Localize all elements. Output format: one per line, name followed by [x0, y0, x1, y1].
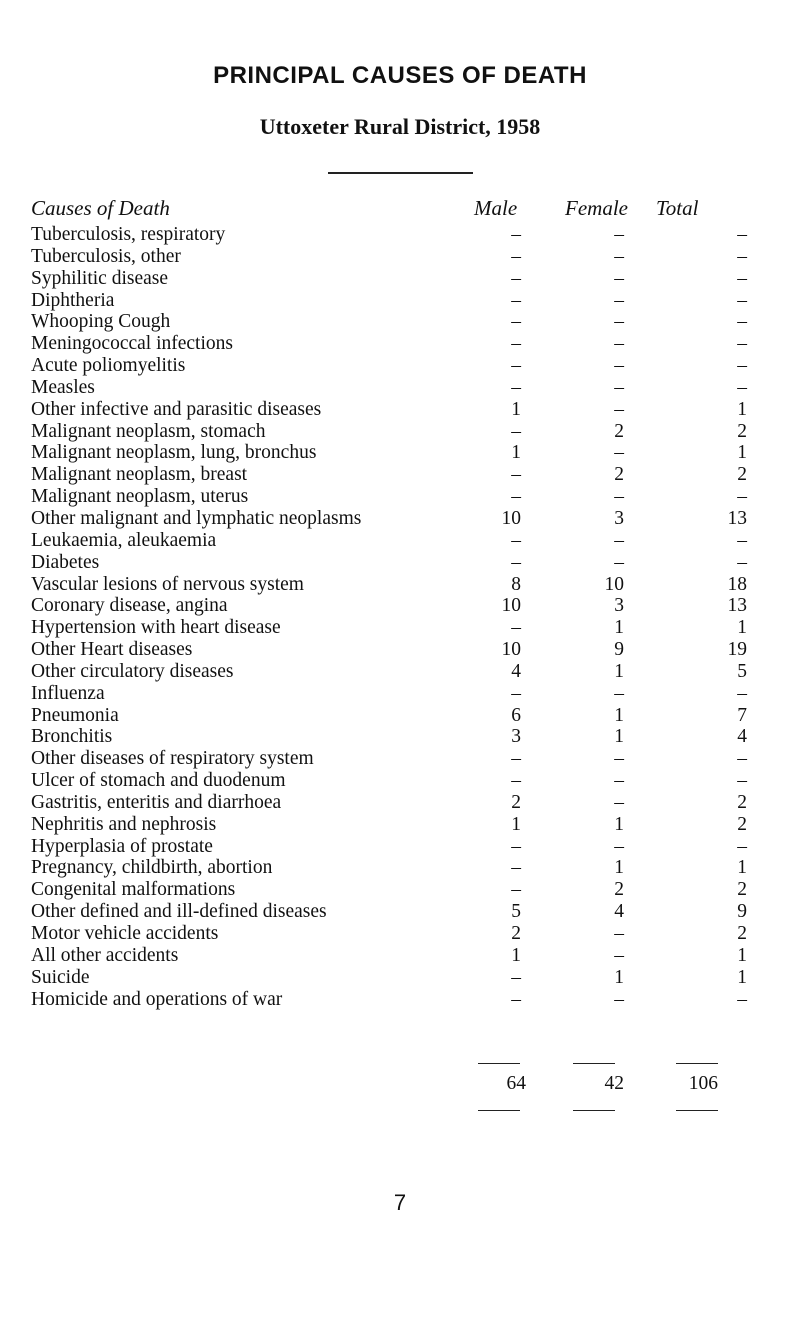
total-count: 4	[737, 726, 747, 748]
female-count: 2	[614, 420, 624, 442]
cause-label: Tuberculosis, other	[31, 246, 189, 268]
cause-label: Motor vehicle accidents	[31, 923, 226, 945]
total-count: 13	[727, 595, 747, 617]
table-row	[31, 945, 751, 967]
female-count: –	[614, 245, 624, 267]
causes-table	[31, 224, 751, 1010]
male-count: –	[511, 682, 521, 704]
total-count: –	[737, 770, 747, 792]
table-row	[31, 792, 751, 814]
table-row	[31, 836, 751, 858]
female-count: –	[614, 355, 624, 377]
male-total: 64	[506, 1073, 526, 1094]
table-row	[31, 770, 751, 792]
female-count: 4	[614, 901, 624, 923]
total-count: 1	[737, 398, 747, 420]
male-count: 10	[501, 639, 521, 661]
female-count: –	[614, 770, 624, 792]
total-count: 18	[727, 573, 747, 595]
total-count: 9	[737, 901, 747, 923]
cause-label: Influenza	[31, 683, 113, 705]
female-count: –	[614, 529, 624, 551]
male-count: –	[511, 748, 521, 770]
cause-label: Diphtheria	[31, 290, 122, 312]
total-count: –	[737, 289, 747, 311]
cause-label: Nephritis and nephrosis	[31, 814, 224, 836]
cause-label: Acute poliomyelitis	[31, 355, 193, 377]
cause-label: Diabetes	[31, 552, 107, 574]
total-count: 5	[737, 660, 747, 682]
female-count: –	[614, 486, 624, 508]
cause-label: Bronchitis	[31, 726, 120, 748]
female-count: –	[614, 311, 624, 333]
total-total-underline	[676, 1110, 718, 1111]
male-count: –	[511, 245, 521, 267]
male-count: –	[511, 486, 521, 508]
leader-dots	[31, 967, 501, 989]
male-count: –	[511, 267, 521, 289]
cause-label: Hypertension with heart disease	[31, 617, 289, 639]
cause-label: Other defined and ill-defined diseases	[31, 901, 335, 923]
table-row	[31, 464, 751, 486]
male-count: –	[511, 988, 521, 1010]
female-count: –	[614, 442, 624, 464]
cause-label: Other malignant and lymphatic neoplasms	[31, 508, 369, 530]
title-divider	[328, 172, 473, 174]
total-count: –	[737, 835, 747, 857]
cause-label: Malignant neoplasm, uterus	[31, 486, 256, 508]
female-count: –	[614, 944, 624, 966]
cause-label: Vascular lesions of nervous system	[31, 574, 312, 596]
total-count: 2	[737, 813, 747, 835]
female-count: –	[614, 289, 624, 311]
female-count: –	[614, 398, 624, 420]
male-count: 6	[511, 704, 521, 726]
header-total: Total	[656, 196, 699, 220]
total-count: –	[737, 311, 747, 333]
female-count: –	[614, 835, 624, 857]
table-row	[31, 661, 751, 683]
table-row	[31, 748, 751, 770]
female-total-rule	[573, 1063, 615, 1064]
table-row	[31, 377, 751, 399]
male-count: –	[511, 224, 521, 245]
total-count: 7	[737, 704, 747, 726]
female-count: 1	[614, 813, 624, 835]
cause-label: Hyperplasia of prostate	[31, 836, 221, 858]
female-count: 9	[614, 639, 624, 661]
table-row	[31, 879, 751, 901]
total-count: 1	[737, 442, 747, 464]
header-male: Male	[474, 196, 518, 220]
total-count: 1	[737, 617, 747, 639]
total-count: 13	[727, 507, 747, 529]
total-count: 2	[737, 420, 747, 442]
female-total: 42	[604, 1073, 624, 1094]
female-count: –	[614, 988, 624, 1010]
table-row	[31, 639, 751, 661]
male-count: 1	[511, 442, 521, 464]
male-count: –	[511, 879, 521, 901]
total-count: 1	[737, 857, 747, 879]
cause-label: Other circulatory diseases	[31, 661, 242, 683]
table-row	[31, 595, 751, 617]
table-row	[31, 530, 751, 552]
total-count: 2	[737, 879, 747, 901]
female-count: 1	[614, 704, 624, 726]
female-count: –	[614, 267, 624, 289]
table-row	[31, 683, 751, 705]
male-total-rule	[478, 1063, 520, 1064]
cause-label: Pregnancy, childbirth, abortion	[31, 857, 280, 879]
cause-label: Whooping Cough	[31, 311, 178, 333]
female-count: 1	[614, 660, 624, 682]
cause-label: Malignant neoplasm, breast	[31, 464, 255, 486]
male-count: –	[511, 770, 521, 792]
cause-label: Pneumonia	[31, 705, 127, 727]
table-row	[31, 333, 751, 355]
male-count: –	[511, 289, 521, 311]
male-count: –	[511, 857, 521, 879]
table-row	[31, 967, 751, 989]
male-count: –	[511, 966, 521, 988]
table-row	[31, 508, 751, 530]
table-row	[31, 246, 751, 268]
table-row	[31, 705, 751, 727]
page-number: 7	[393, 1190, 407, 1215]
cause-label: Gastritis, enteritis and diarrhoea	[31, 792, 289, 814]
table-row	[31, 726, 751, 748]
cause-label: Measles	[31, 377, 103, 399]
female-count: 3	[614, 507, 624, 529]
total-count: 2	[737, 464, 747, 486]
total-count: –	[737, 245, 747, 267]
female-count: –	[614, 333, 624, 355]
male-count: 3	[511, 726, 521, 748]
female-count: 1	[614, 966, 624, 988]
male-count: 4	[511, 660, 521, 682]
female-count: 10	[604, 573, 624, 595]
male-count: 5	[511, 901, 521, 923]
male-count: 2	[511, 791, 521, 813]
total-count: –	[737, 376, 747, 398]
female-count: 2	[614, 464, 624, 486]
total-count: 19	[727, 639, 747, 661]
table-row	[31, 224, 751, 246]
page-title: PRINCIPAL CAUSES OF DEATH	[213, 62, 587, 89]
male-count: –	[511, 464, 521, 486]
table-row	[31, 442, 751, 464]
total-count: –	[737, 267, 747, 289]
total-count: –	[737, 529, 747, 551]
table-row	[31, 486, 751, 508]
cause-label: Meningococcal infections	[31, 333, 241, 355]
cause-label: Suicide	[31, 967, 98, 989]
male-count: –	[511, 835, 521, 857]
total-count: –	[737, 355, 747, 377]
male-count: –	[511, 529, 521, 551]
cause-label: Ulcer of stomach and duodenum	[31, 770, 294, 792]
female-total-underline	[573, 1110, 615, 1111]
total-count: 1	[737, 944, 747, 966]
total-count: –	[737, 224, 747, 245]
cause-label: Tuberculosis, respiratory	[31, 224, 233, 246]
female-count: 1	[614, 726, 624, 748]
total-count: –	[737, 551, 747, 573]
male-total-underline	[478, 1110, 520, 1111]
table-row	[31, 574, 751, 596]
male-count: –	[511, 311, 521, 333]
cause-label: Other diseases of respiratory system	[31, 748, 322, 770]
cause-label: Malignant neoplasm, stomach	[31, 421, 274, 443]
cause-label: Other Heart diseases	[31, 639, 200, 661]
table-row	[31, 814, 751, 836]
table-row	[31, 989, 751, 1011]
page-subtitle: Uttoxeter Rural District, 1958	[259, 114, 541, 139]
cause-label: Malignant neoplasm, lung, bronchus	[31, 442, 324, 464]
male-count: 1	[511, 944, 521, 966]
total-count: 1	[737, 966, 747, 988]
total-count: –	[737, 333, 747, 355]
male-count: 8	[511, 573, 521, 595]
male-count: –	[511, 551, 521, 573]
table-row	[31, 399, 751, 421]
female-count: –	[614, 748, 624, 770]
total-total-rule	[676, 1063, 718, 1064]
male-count: 1	[511, 398, 521, 420]
total-count: –	[737, 682, 747, 704]
grand-total: 106	[688, 1073, 718, 1094]
male-count: 2	[511, 923, 521, 944]
female-count: –	[614, 376, 624, 398]
female-count: 1	[614, 857, 624, 879]
male-count: –	[511, 376, 521, 398]
table-row	[31, 901, 751, 923]
total-count: –	[737, 486, 747, 508]
female-count: 3	[614, 595, 624, 617]
male-count: –	[511, 333, 521, 355]
cause-label: Coronary disease, angina	[31, 595, 236, 617]
table-row	[31, 421, 751, 443]
cause-label: Other infective and parasitic diseases	[31, 399, 329, 421]
table-row	[31, 617, 751, 639]
table-row	[31, 857, 751, 879]
header-cause: Causes of Death	[31, 196, 170, 220]
cause-label: Syphilitic disease	[31, 268, 176, 290]
total-count: 2	[737, 923, 747, 944]
table-row	[31, 268, 751, 290]
cause-label: All other accidents	[31, 945, 186, 967]
total-count: –	[737, 988, 747, 1010]
female-count: –	[614, 791, 624, 813]
male-count: –	[511, 420, 521, 442]
table-row	[31, 923, 751, 945]
table-row	[31, 552, 751, 574]
male-count: –	[511, 617, 521, 639]
female-count: –	[614, 551, 624, 573]
table-row	[31, 311, 751, 333]
total-count: 2	[737, 791, 747, 813]
table-row	[31, 355, 751, 377]
female-count: –	[614, 224, 624, 245]
cause-label: Leukaemia, aleukaemia	[31, 530, 224, 552]
cause-label: Congenital malformations	[31, 879, 243, 901]
male-count: –	[511, 355, 521, 377]
male-count: 10	[501, 595, 521, 617]
male-count: 1	[511, 813, 521, 835]
male-count: 10	[501, 507, 521, 529]
female-count: –	[614, 923, 624, 944]
cause-label: Homicide and operations of war	[31, 989, 290, 1011]
female-count: –	[614, 682, 624, 704]
table-row	[31, 290, 751, 312]
total-count: –	[737, 748, 747, 770]
female-count: 1	[614, 617, 624, 639]
header-female: Female	[565, 196, 628, 220]
female-count: 2	[614, 879, 624, 901]
